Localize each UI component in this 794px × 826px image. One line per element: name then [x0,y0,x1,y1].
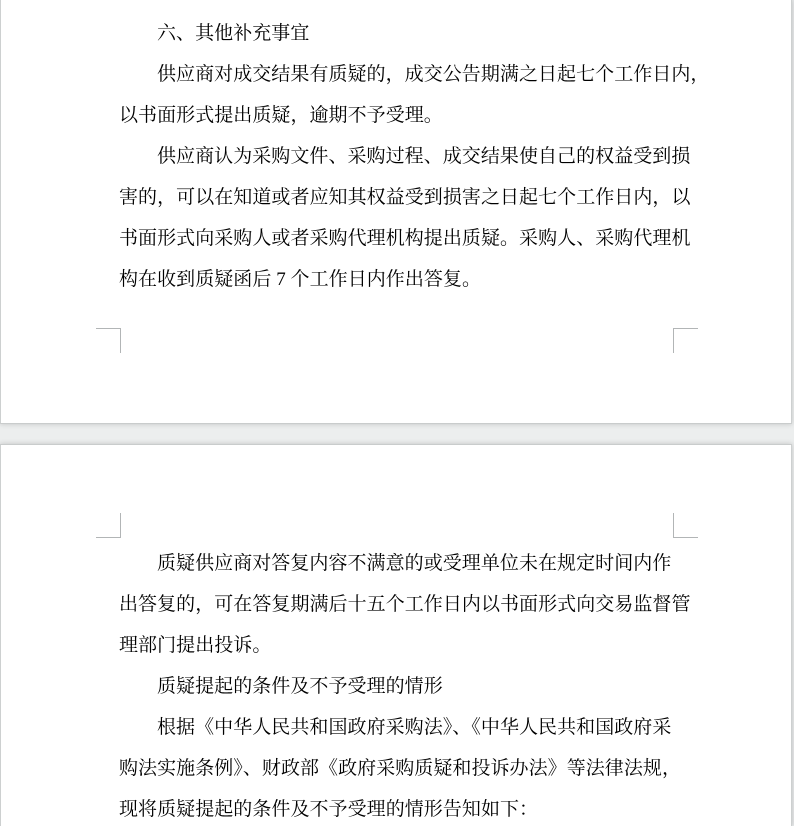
page-gap [0,424,794,444]
margin-corner-mark [673,328,698,353]
text-line[interactable]: 出答复的，可在答复期满后十五个工作日内以书面形式向交易监督管 [119,594,691,615]
text-line[interactable]: 购法实施条例》、财政部《政府采购质疑和投诉办法》等法律法规， [119,758,682,779]
margin-corner-mark [96,513,121,538]
text-line[interactable]: 害的，可以在知道或者应知其权益受到损害之日起七个工作日内，以 [119,187,691,208]
text-line[interactable]: 供应商认为采购文件、采购过程、成交结果使自己的权益受到损 [157,146,691,167]
text-line[interactable]: 质疑供应商对答复内容不满意的或受理单位未在规定时间内作 [157,553,672,574]
margin-corner-mark [96,328,121,353]
paragraph-heading-conditions[interactable]: 质疑提起的条件及不予受理的情形 [157,676,443,697]
text-line[interactable]: 根据《中华人民共和国政府采购法》、《中华人民共和国政府采 [157,717,672,738]
text-line[interactable]: 现将质疑提起的条件及不予受理的情形告知如下： [119,799,539,820]
text-line[interactable]: 理部门提出投诉。 [119,635,272,656]
text-line[interactable]: 书面形式向采购人或者采购代理机构提出质疑。采购人、采购代理机 [119,228,691,249]
text-line[interactable]: 构在收到质疑函后 7 个工作日内作出答复。 [119,269,482,290]
text-line[interactable]: 以书面形式提出质疑，逾期不予受理。 [119,105,443,126]
text-line[interactable]: 供应商对成交结果有质疑的，成交公告期满之日起七个工作日内， [157,64,710,85]
margin-corner-mark [673,513,698,538]
document-page-2[interactable] [0,444,792,826]
paragraph-heading-section-six[interactable]: 六、其他补充事宜 [157,23,310,44]
